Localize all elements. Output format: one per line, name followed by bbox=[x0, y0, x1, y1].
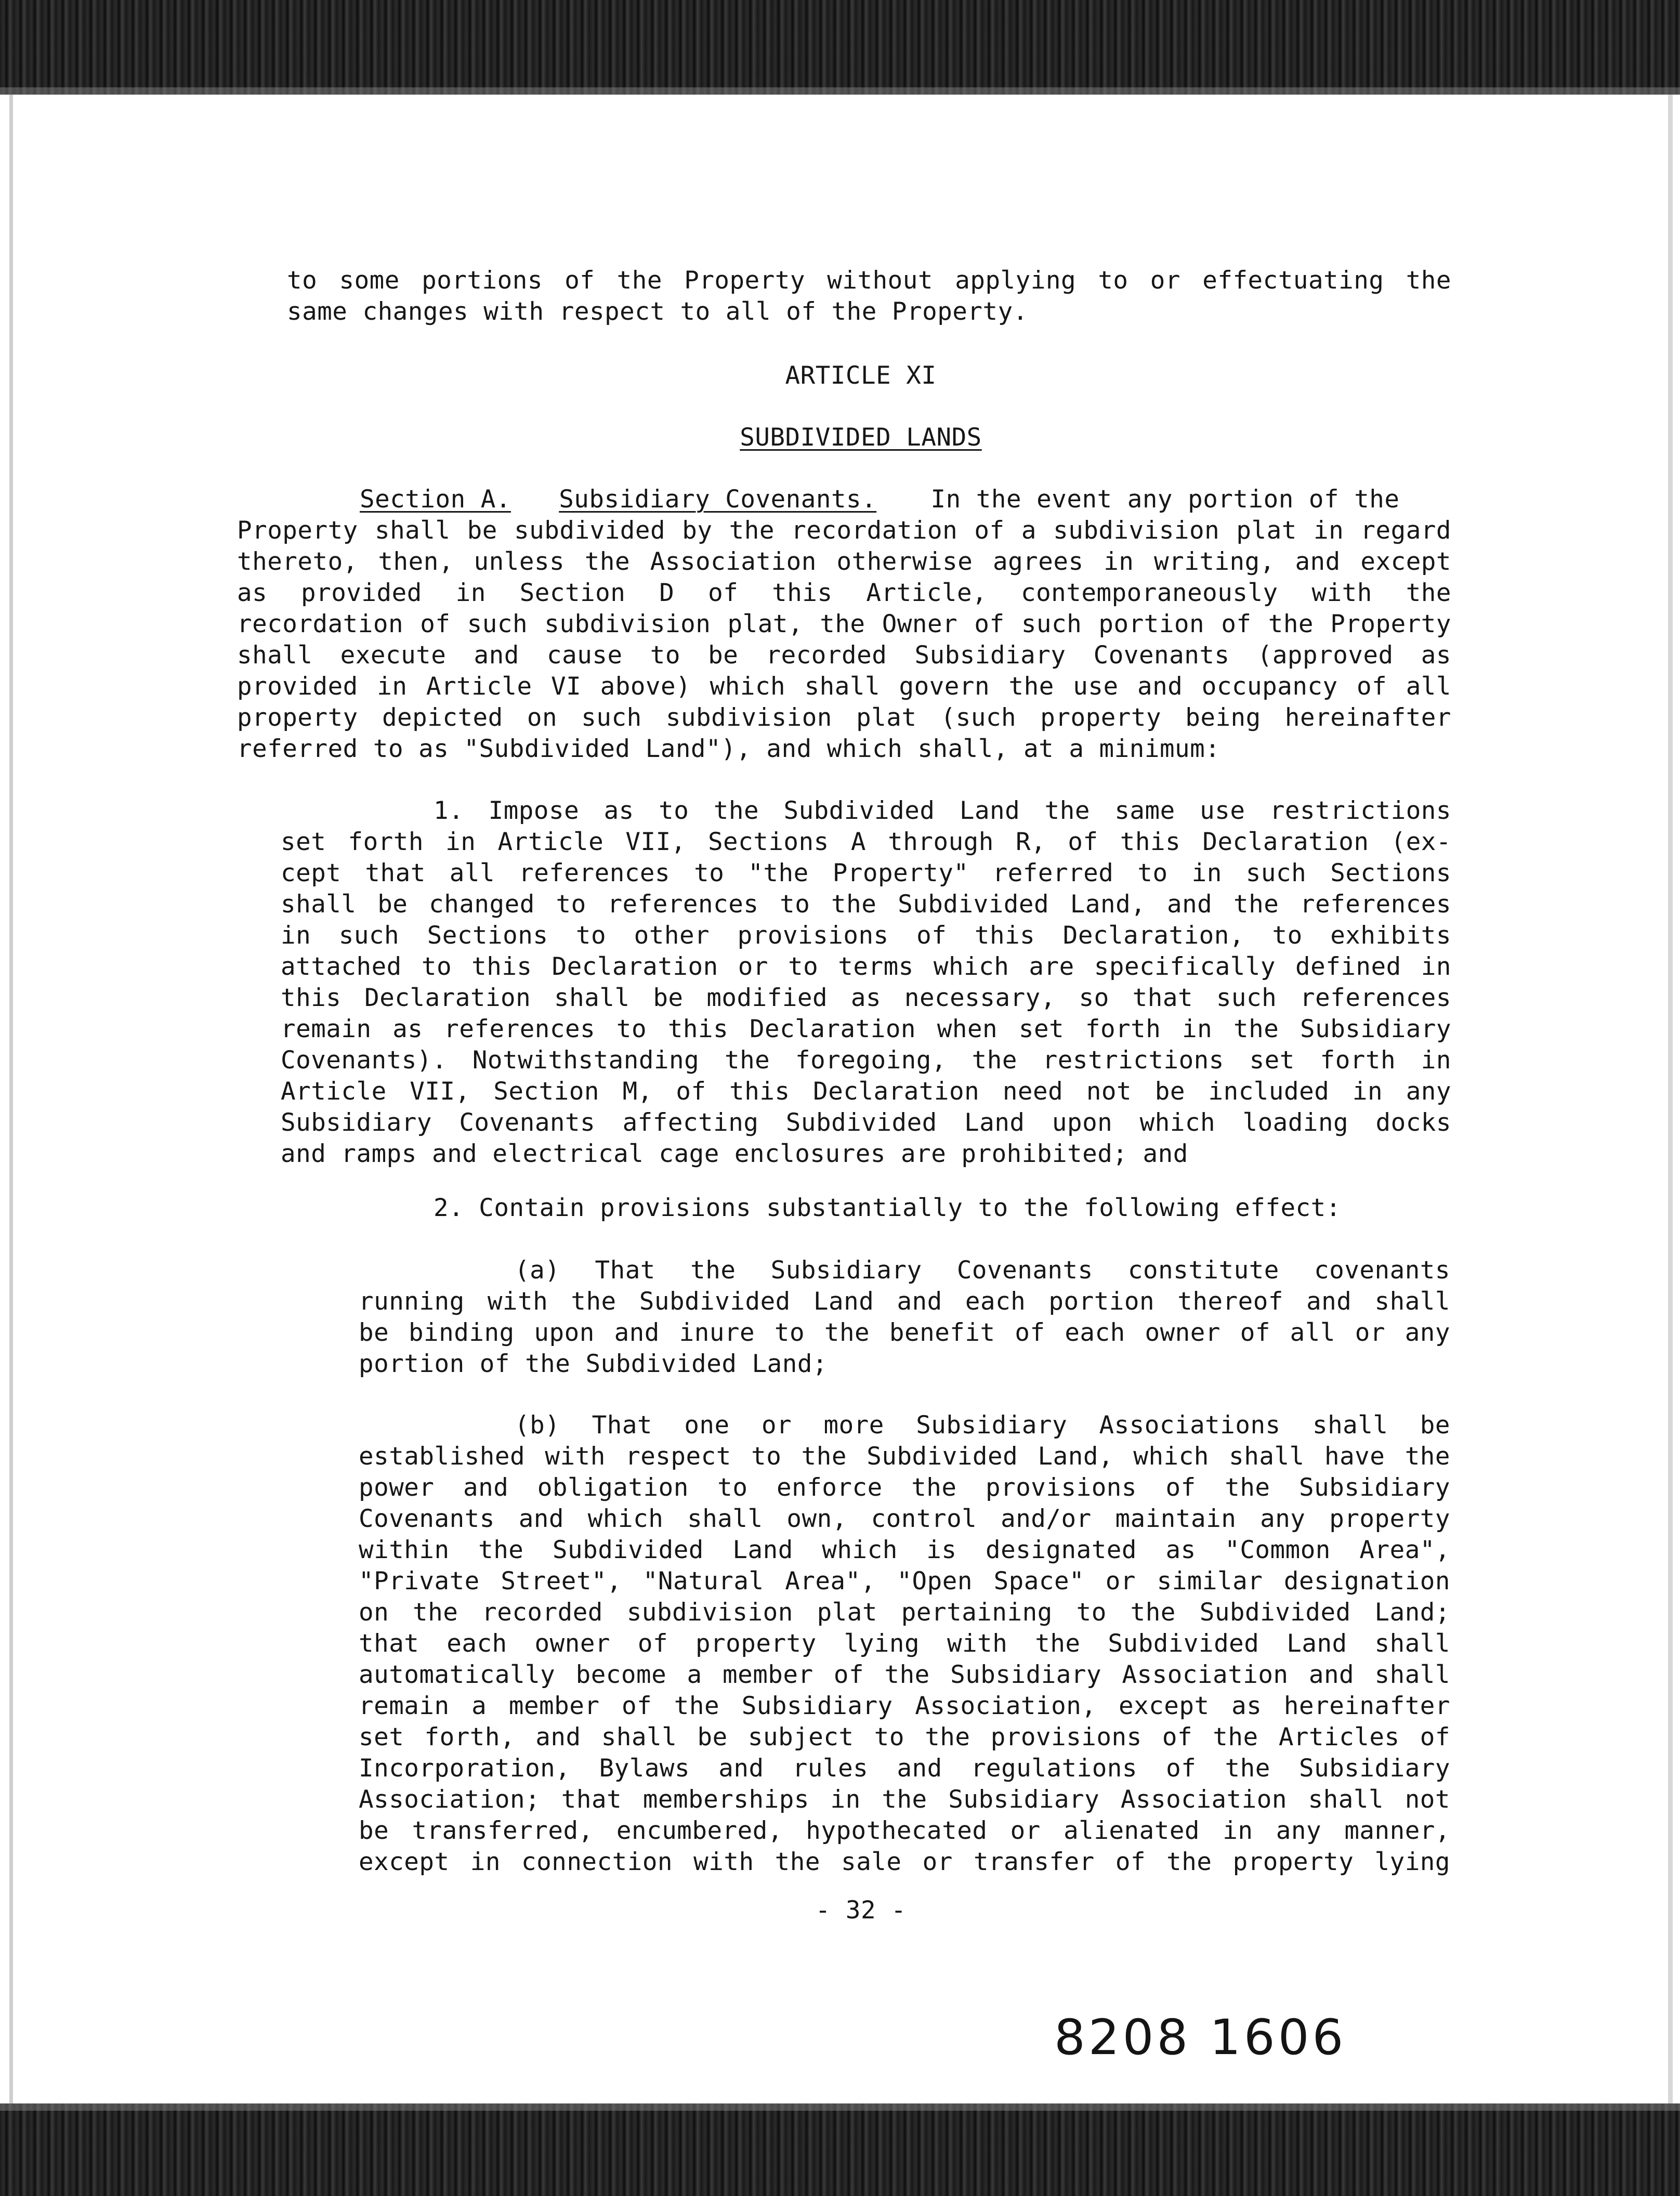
section-a-heading bbox=[360, 484, 1400, 515]
item-1-line: this Declaration shall be modified as necessary, so that such references bbox=[281, 984, 1451, 1012]
item-1-line: and ramps and electrical cage enclosures are prohibited; and bbox=[281, 1140, 1188, 1168]
item-1-line: shall be changed to references to the Subdivided Land, and the references bbox=[281, 890, 1451, 919]
scan-border-top bbox=[0, 0, 1680, 95]
item-2b-line: within the Subdivided Land which is designated as "Common Area", bbox=[359, 1536, 1450, 1564]
page-edge-left bbox=[9, 95, 13, 2103]
item-2b-line: "Private Street", "Natural Area", "Open Space" or similar designation bbox=[359, 1567, 1450, 1596]
item-2b-line: power and obligation to enforce the provisions of the Subsidiary bbox=[359, 1473, 1450, 1502]
intro-line: to some portions of the Property without applying to or effectuating the bbox=[287, 266, 1451, 295]
item-2b-line: except in connection with the sale or transfer of the property lying bbox=[359, 1848, 1450, 1876]
item-2b-line: Incorporation, Bylaws and rules and regulations of the Subsidiary bbox=[359, 1754, 1450, 1783]
item-2b-line: set forth, and shall be subject to the provisions of the Articles of bbox=[359, 1723, 1450, 1751]
item-1-line: attached to this Declaration or to terms which are specifically defined in bbox=[281, 952, 1451, 981]
item-1-line: in such Sections to other provisions of this Declaration, to exhibits bbox=[281, 921, 1451, 950]
item-2b-line: remain a member of the Subsidiary Association, except as hereinafter bbox=[359, 1692, 1450, 1720]
intro-line: same changes with respect to all of the Property. bbox=[287, 297, 1028, 326]
item-1-line: cept that all references to "the Property" referred to in such Sections bbox=[281, 859, 1451, 887]
section-a-label: Section A. bbox=[360, 485, 511, 514]
recording-stamp: 8208 1606 bbox=[1054, 2009, 1347, 2066]
section-a-title: Subsidiary Covenants. bbox=[559, 485, 877, 514]
page-edge-right bbox=[1668, 95, 1673, 2103]
item-1-line: Subsidiary Covenants affecting Subdivided Land upon which loading docks bbox=[281, 1108, 1451, 1137]
item-2b-line: established with respect to the Subdivided Land, which shall have the bbox=[359, 1442, 1450, 1471]
item-2b-line: that each owner of property lying with the Subdivided Land shall bbox=[359, 1629, 1450, 1658]
item-2a-line: running with the Subdivided Land and each portion thereof and shall bbox=[359, 1287, 1450, 1316]
item-2-intro: 2. Contain provisions substantially to the following effect: bbox=[434, 1194, 1341, 1222]
section-a-line: shall execute and cause to be recorded Subsidiary Covenants (approved as bbox=[237, 641, 1451, 670]
section-a-line: recordation of such subdivision plat, the Owner of such portion of the Property bbox=[237, 610, 1451, 638]
section-a-first-line: In the event any portion of the bbox=[930, 485, 1400, 514]
section-a-line: as provided in Section D of this Article, contemporaneously with the bbox=[237, 579, 1451, 607]
article-title: SUBDIVIDED LANDS bbox=[740, 423, 982, 452]
item-2b-line: Association; that memberships in the Subsidiary Association shall not bbox=[359, 1785, 1450, 1814]
section-a-line: thereto, then, unless the Association otherwise agrees in writing, and except bbox=[237, 547, 1451, 576]
item-2a-line: portion of the Subdivided Land; bbox=[359, 1350, 828, 1378]
section-a-line: referred to as "Subdivided Land"), and which shall, at a minimum: bbox=[237, 735, 1220, 763]
item-1-line: Article VII, Section M, of this Declaration need not be included in any bbox=[281, 1077, 1451, 1106]
item-1-line: remain as references to this Declaration when set forth in the Subsidiary bbox=[281, 1015, 1451, 1043]
scan-border-bottom bbox=[0, 2103, 1680, 2196]
item-2b-line: on the recorded subdivision plat pertaining to the Subdivided Land; bbox=[359, 1598, 1450, 1627]
item-1-line: 1. Impose as to the Subdivided Land the same use restrictions bbox=[434, 796, 1451, 825]
item-2b-line: Covenants and which shall own, control and/or maintain any property bbox=[359, 1505, 1450, 1533]
section-a-line: Property shall be subdivided by the recordation of a subdivision plat in regard bbox=[237, 516, 1451, 545]
item-2a-line: be binding upon and inure to the benefit of each owner of all or any bbox=[359, 1318, 1450, 1347]
page-number: - 32 - bbox=[815, 1896, 907, 1925]
item-2b-line: be transferred, encumbered, hypothecated or alienated in any manner, bbox=[359, 1816, 1450, 1845]
item-1-line: Covenants). Notwithstanding the foregoing, the restrictions set forth in bbox=[281, 1046, 1451, 1075]
item-2a-line: (a) That the Subsidiary Covenants constitute covenants bbox=[515, 1256, 1450, 1285]
section-a-line: provided in Article VI above) which shall govern the use and occupancy of all bbox=[237, 672, 1451, 701]
section-a-line: property depicted on such subdivision plat (such property being hereinafter bbox=[237, 703, 1451, 732]
item-1-line: set forth in Article VII, Sections A through R, of this Declaration (ex- bbox=[281, 828, 1451, 856]
item-2b-line: automatically become a member of the Subsidiary Association and shall bbox=[359, 1661, 1450, 1689]
article-heading: ARTICLE XI bbox=[785, 361, 937, 390]
item-2b-line: (b) That one or more Subsidiary Associations shall be bbox=[515, 1411, 1450, 1440]
